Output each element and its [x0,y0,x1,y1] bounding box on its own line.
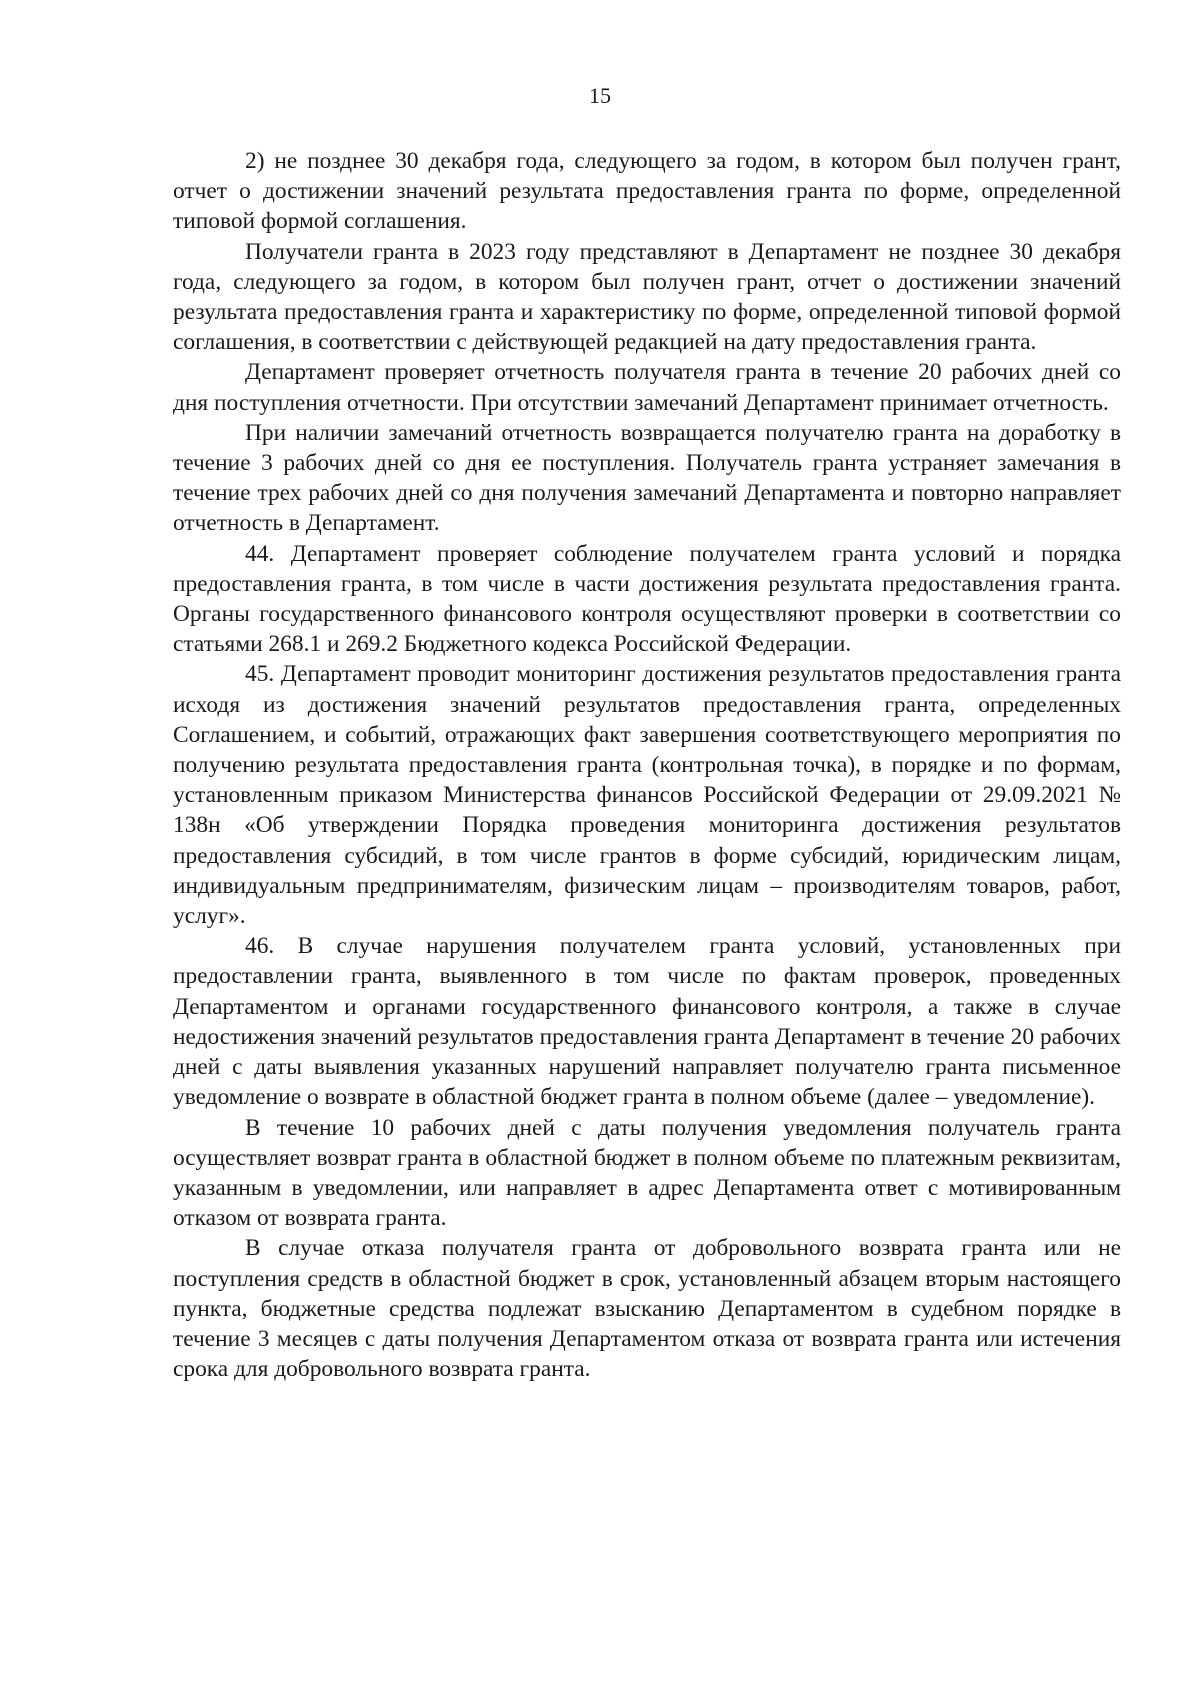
paragraph-clause-45: 45. Департамент проводит мониторинг достижения результатов предоставления гранта исходя из достижения значений результатов предоставления гранта, определенных Соглашением, и событий, отражающих факт завершения соответствующего мероприятия по получению результата предоставления гранта (контрольная точка), в порядке и по формам, установленным приказом Министерства финансов Российской Федерации от 29.09.2021 № 138н «Об утверждении Порядка проведения мониторинга достижения результатов предоставления субсидий, в том числе грантов в форме субсидий, юридическим лицам, индивидуальным предпринимателям, физическим лицам – производителям товаров, работ, услуг». [173,661,1121,930]
page-number: 15 [589,83,611,108]
paragraph-refund-period: В течение 10 рабочих дней с даты получения уведомления получатель гранта осуществляет возврат гранта в областной бюджет в полном объеме по платежным реквизитам, указанным в уведомлении, или направляет в адрес Департамента ответ с мотивированным отказом от возврата гранта. [173,1114,1121,1232]
paragraph-2023-recipients: Получатели гранта в 2023 году представляют в Департамент не позднее 30 декабря года, следующего за годом, в котором был получен грант, отчет о достижении значений результата предоставления гранта и характеристику по форме, определенной типовой формой соглашения, в соответствии с действующей редакцией на дату предоставления гранта. [173,238,1121,356]
paragraph-report-deadline: 2) не позднее 30 декабря года, следующего за годом, в котором был получен грант, отчет о достижении значений результата предоставления гранта по форме, определенной типовой формой соглашения. [173,148,1121,235]
document-body [173,146,1121,1384]
paragraph-clause-46: 46. В случае нарушения получателем гранта условий, установленных при предоставлении гранта, выявленного в том числе по фактам проверок, проведенных Департаментом и органами государственного финансового контроля, а также в случае недостижения значений результатов предоставления гранта Департамент в течение 20 рабочих дней с даты выявления указанных нарушений направляет получателю гранта письменное уведомление о возврате в областной бюджет гранта в полном объеме (далее – уведомление). [173,933,1121,1111]
paragraph-remarks: При наличии замечаний отчетность возвращается получателю гранта на доработку в течение 3 рабочих дней со дня ее поступления. Получатель гранта устраняет замечания в течение трех рабочих дней со дня получения замечаний Департамента и повторно направляет отчетность в Департамент. [173,419,1121,537]
paragraph-clause-44: 44. Департамент проверяет соблюдение получателем гранта условий и порядка предоставления гранта, в том числе в части достижения результата предоставления гранта. Органы государственного финансового контроля осуществляют проверки в соответствии со статьями 268.1 и 269.2 Бюджетного кодекса Российской Федерации. [173,540,1121,658]
paragraph-refund-refusal: В случае отказа получателя гранта от добровольного возврата гранта или не поступления средств в областной бюджет в срок, установленный абзацем вторым настоящего пункта, бюджетные средства подлежат взысканию Департаментом в судебном порядке в течение 3 месяцев с даты получения Департаментом отказа от возврата гранта или истечения срока для добровольного возврата гранта. [173,1235,1121,1383]
paragraph-report-check: Департамент проверяет отчетность получателя гранта в течение 20 рабочих дней со дня поступления отчетности. При отсутствии замечаний Департамент принимает отчетность. [173,359,1121,416]
